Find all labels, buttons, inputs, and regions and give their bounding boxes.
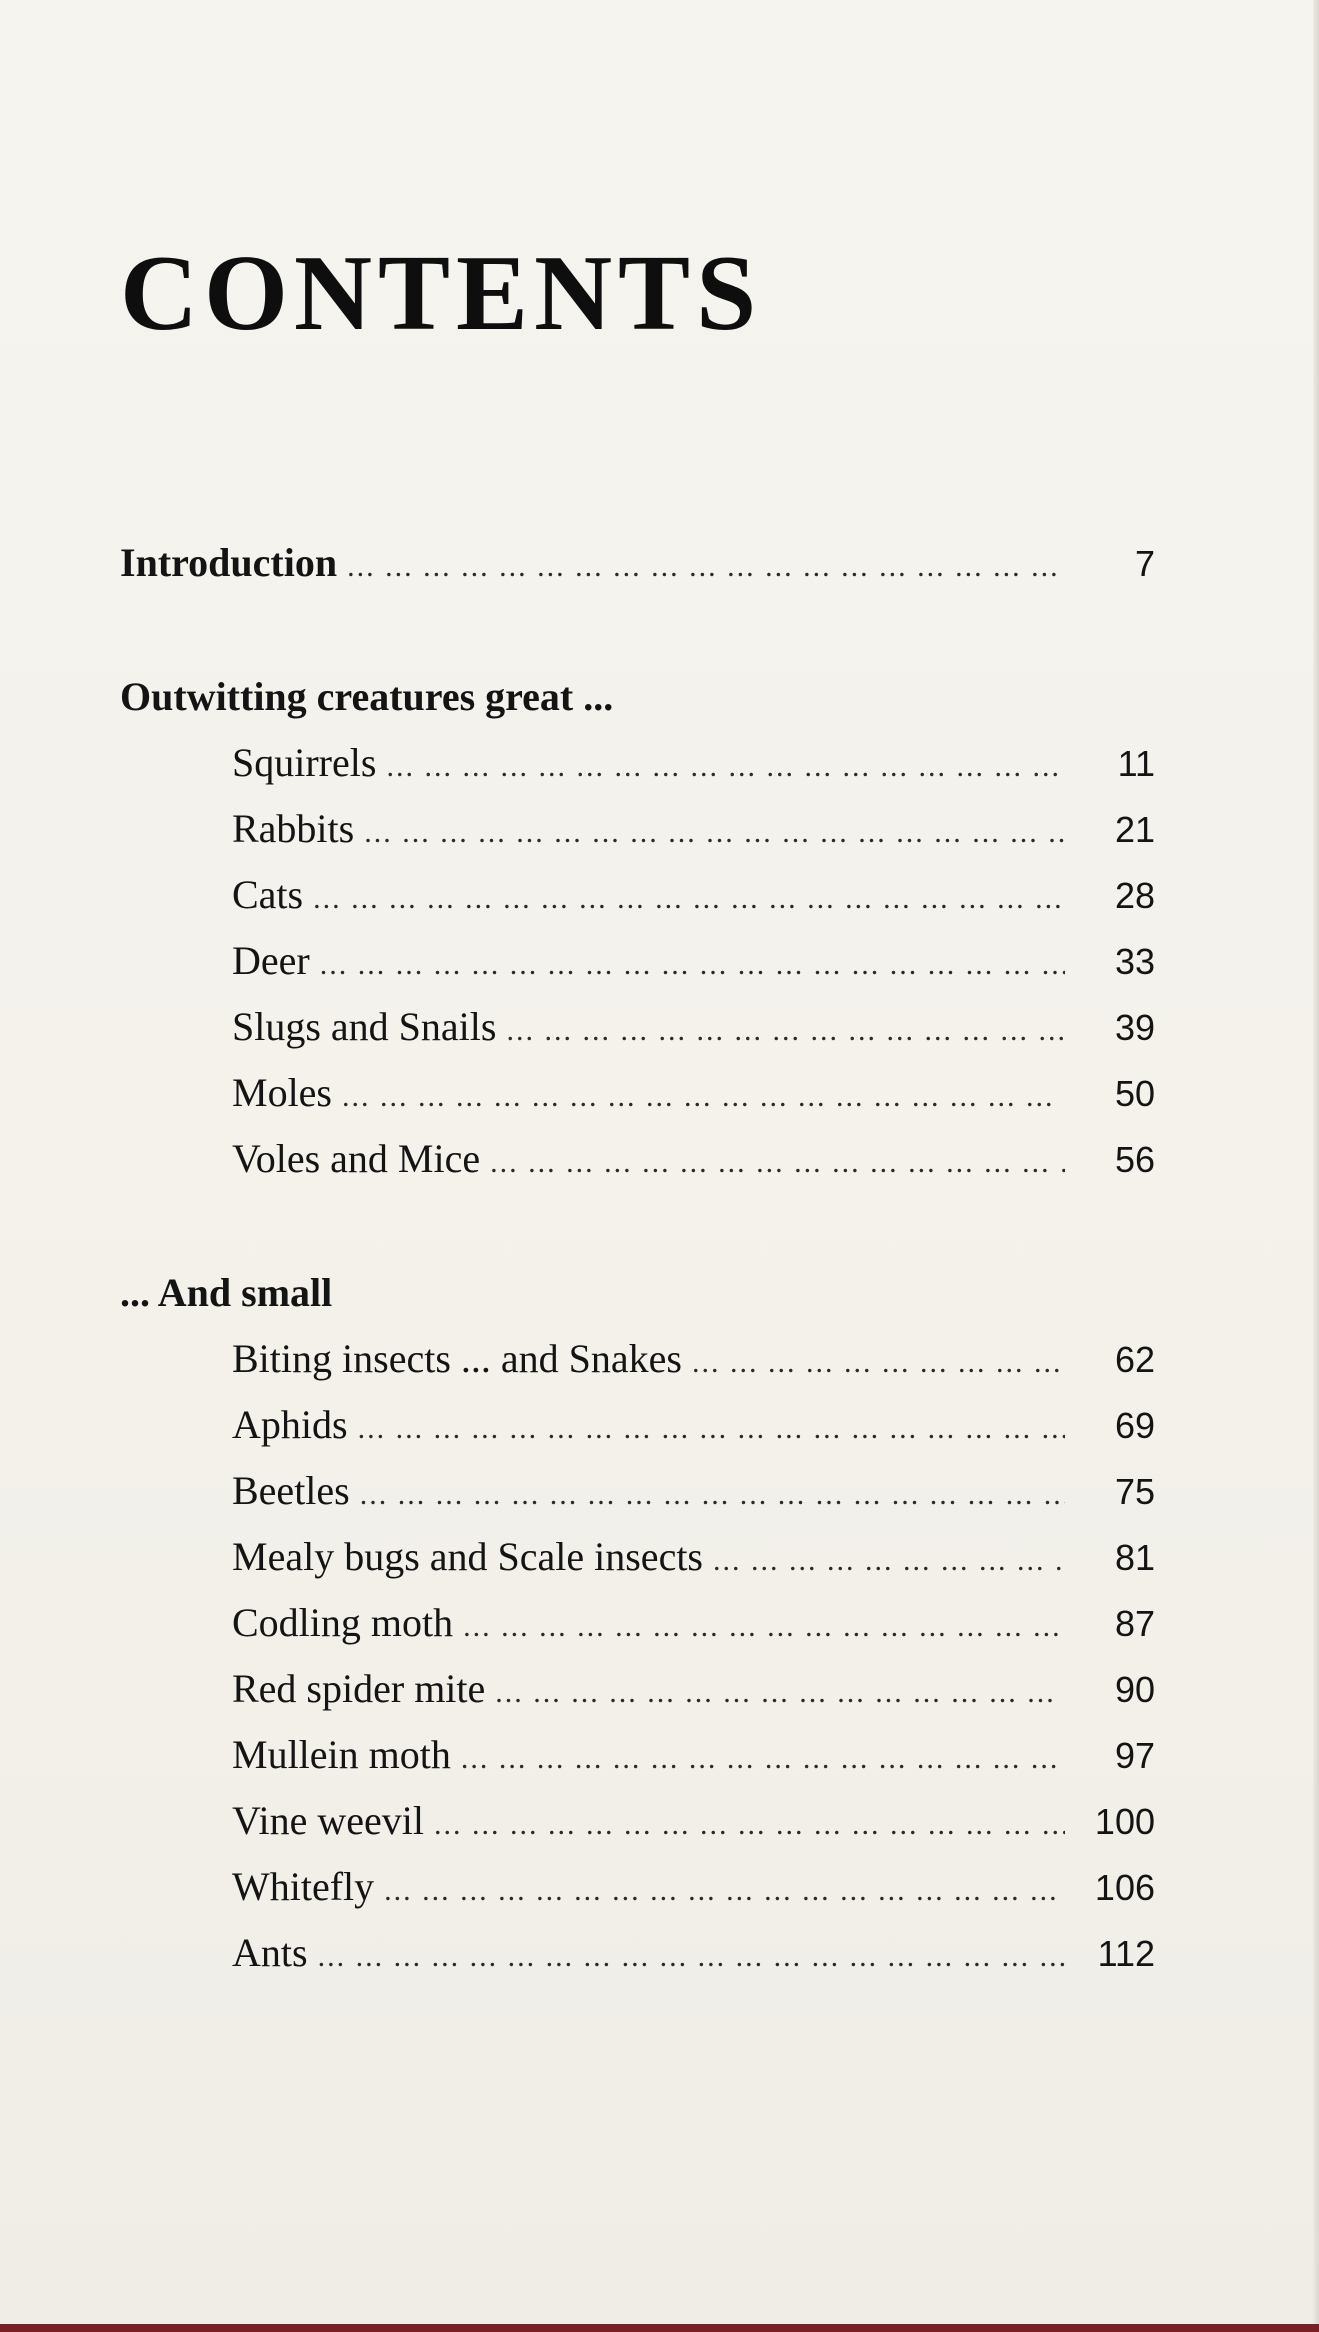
leader-dots [463,1590,1065,1660]
toc-entry-label: Codling moth [232,1600,454,1645]
book-cover-edge [0,2324,1319,2332]
toc-entry-label: Ants [232,1930,308,1975]
toc-entry [120,1590,1155,1656]
leader-dots [461,1722,1065,1792]
toc-entry [120,862,1155,928]
leader-dots [360,1458,1065,1528]
toc-section-small [120,1260,1155,1986]
toc-entry-label: Rabbits [232,806,355,851]
toc-entry-label: Mealy bugs and Scale insects [232,1534,703,1579]
leader-dots [506,994,1065,1064]
toc-entry-label: Squirrels [232,740,377,785]
toc-entry [120,1524,1155,1590]
toc-page-number: 62 [1114,1339,1155,1380]
toc-entry-label: Whitefly [232,1864,375,1909]
leader-dots [342,1060,1065,1130]
toc-entry [120,1060,1155,1126]
toc-entry [120,1854,1155,1920]
toc-page-number: 97 [1114,1735,1155,1776]
leader-dots [692,1326,1065,1396]
leader-dots [320,928,1065,998]
toc-page-number: 33 [1114,941,1155,982]
toc-page-number: 75 [1114,1471,1155,1512]
leader-dots [384,1854,1065,1924]
toc-entry-label: Biting insects ... and Snakes [232,1336,682,1381]
toc-entry [120,1656,1155,1722]
section-gap [120,1192,1155,1260]
toc-entry-label: Slugs and Snails [232,1004,497,1049]
leader-dots [713,1524,1065,1594]
leader-dots [358,1392,1065,1462]
toc-entry-label: Mullein moth [232,1732,451,1777]
leader-dots [364,796,1065,866]
toc-entry-label: Aphids [232,1402,348,1447]
toc-page-number: 100 [1094,1801,1155,1842]
toc-page-number: 39 [1114,1007,1155,1048]
leader-dots [347,530,1065,600]
leader-dots [490,1126,1065,1196]
toc-entry-label: Moles [232,1070,332,1115]
toc-page-number: 87 [1114,1603,1155,1644]
leader-dots [434,1788,1065,1858]
toc-entry [120,1458,1155,1524]
toc-section-great [120,664,1155,1192]
toc-entry-introduction [120,530,1155,596]
toc-page-number: 28 [1114,875,1155,916]
toc-entry [120,994,1155,1060]
leader-dots [495,1656,1065,1726]
toc-page-number: 112 [1097,1933,1155,1974]
toc-entry [120,928,1155,994]
toc-page-number: 50 [1114,1073,1155,1114]
toc-entry-label: Cats [232,872,304,917]
toc-page-number: 56 [1114,1139,1155,1180]
toc-entry [120,1920,1155,1986]
toc-entry [120,1788,1155,1854]
toc-entry [120,796,1155,862]
toc-entry [120,1126,1155,1192]
toc-entry-label: Introduction [120,540,338,585]
toc-entry [120,1326,1155,1392]
table-of-contents [120,530,1155,1986]
toc-entry [120,730,1155,796]
toc-page-number: 69 [1114,1405,1155,1446]
toc-page-number: 81 [1114,1537,1155,1578]
toc-page-number: 21 [1114,809,1155,850]
leader-dots [318,1920,1065,1990]
toc-entry-label: Beetles [232,1468,350,1513]
page-title: CONTENTS [120,234,763,353]
toc-page-number: 90 [1114,1669,1155,1710]
toc-page-number: 106 [1094,1867,1155,1908]
toc-entry-label: Vine weevil [232,1798,424,1843]
section-heading: ... And small [120,1270,333,1315]
toc-entry [120,1392,1155,1458]
section-heading: Outwitting creatures great ... [120,674,614,719]
leader-dots [386,730,1065,800]
toc-entry [120,1722,1155,1788]
toc-page-number: 7 [1134,543,1155,584]
toc-page-number: 11 [1117,743,1155,784]
page-edge-shadow [1313,0,1319,2332]
leader-dots [313,862,1065,932]
toc-entry-label: Voles and Mice [232,1136,481,1181]
toc-entry-label: Red spider mite [232,1666,486,1711]
toc-entry-label: Deer [232,938,310,983]
section-gap [120,596,1155,664]
